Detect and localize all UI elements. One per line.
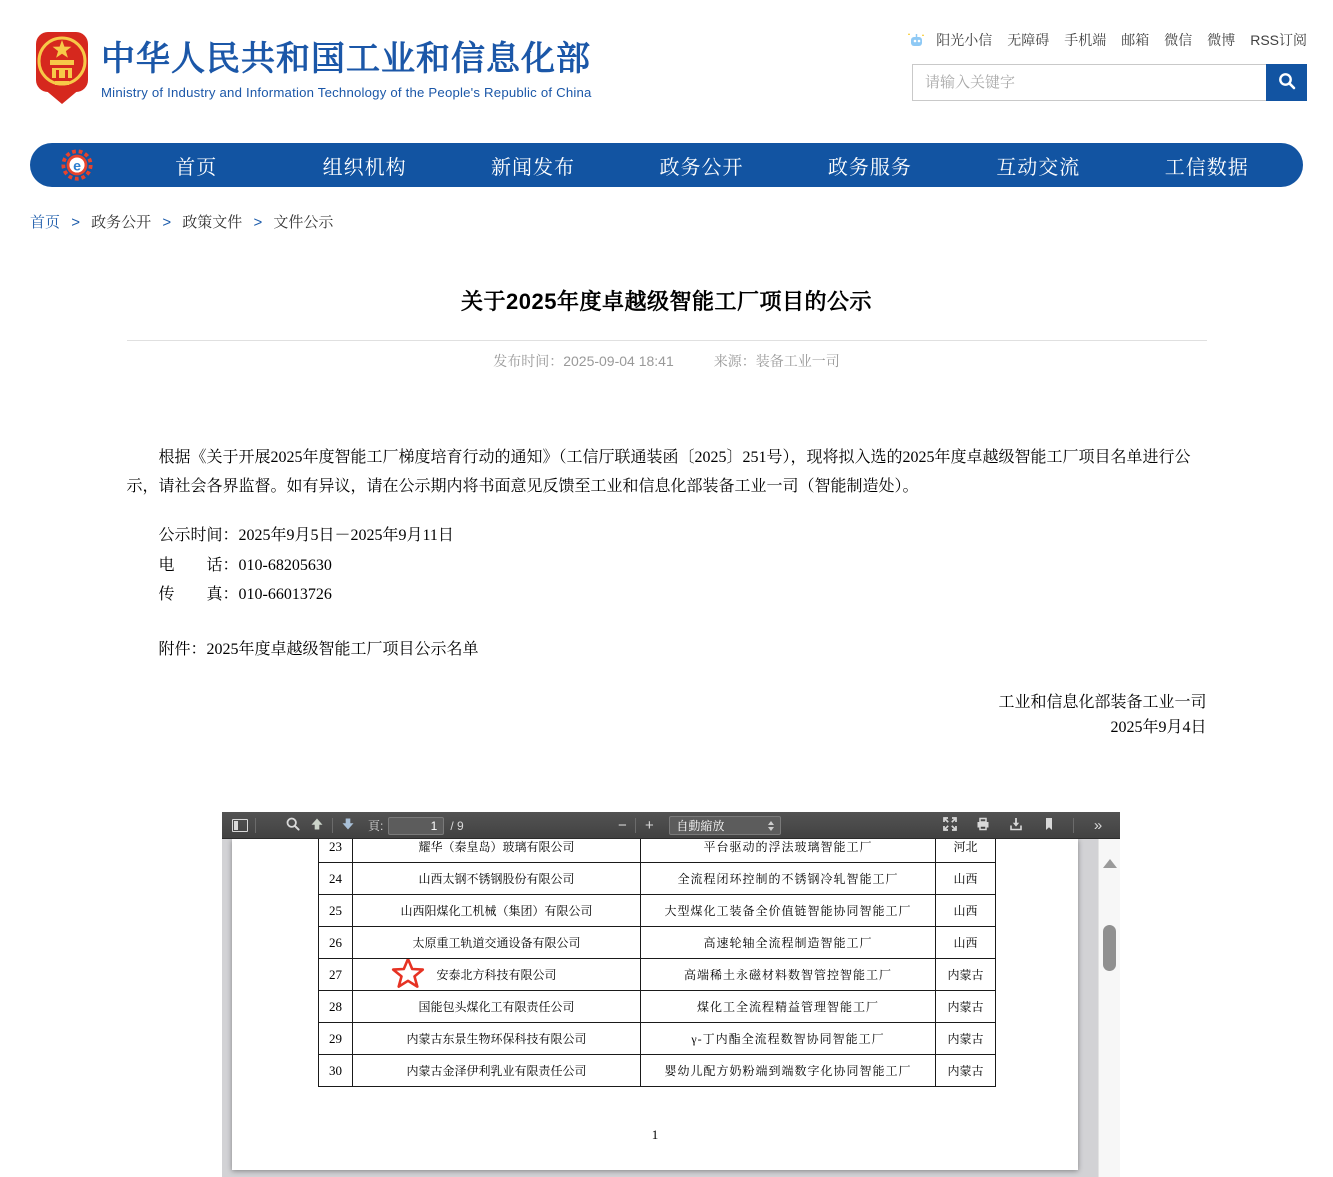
row-company: 太原重工轨道交通设备有限公司 [353,927,641,959]
bookmark-icon [1041,816,1057,835]
row-project: 大型煤化工装备全价值链智能协同智能工厂 [641,895,936,927]
site-subtitle: Ministry of Industry and Information Technology of the People's Republic of China [101,84,592,100]
bookmark-button[interactable] [1037,815,1061,837]
link-mailbox[interactable]: 邮箱 [1121,32,1150,48]
link-rss[interactable]: RSS订阅 [1250,32,1307,48]
find-button[interactable] [281,815,305,837]
article [127,285,1207,737]
national-emblem-icon [33,30,91,111]
row-company: 耀华（秦皇岛）玻璃有限公司 [353,839,641,863]
page-down-icon [340,816,356,835]
row-province: 山西 [936,863,996,895]
breadcrumb-separator: > [253,214,263,231]
zoom-in-button[interactable]: + [644,817,654,834]
row-province: 内蒙古 [936,1055,996,1087]
row-no: 28 [319,991,353,1023]
print-icon [975,816,991,835]
row-project: 全流程闭环控制的不锈钢冷轧智能工厂 [641,863,936,895]
row-no: 23 [319,839,353,863]
row-no: 30 [319,1055,353,1087]
presentation-mode-button[interactable] [938,815,962,837]
row-province: 河北 [936,839,996,863]
nav-item-home[interactable]: 首页 [175,156,218,179]
breadcrumb-gov-disclosure[interactable]: 政务公开 [91,214,152,231]
search-icon [1277,71,1297,94]
pdf-body [222,839,1120,1177]
nav-item-gov-disclosure[interactable]: 政务公开 [659,156,744,179]
table-row [319,895,996,927]
signature-department: 工业和信息化部装备工业一司 [998,693,1207,711]
source-value: 装备工业一司 [755,353,840,369]
fullscreen-icon [942,816,958,835]
breadcrumb [30,211,1333,231]
page-number-input[interactable] [388,817,444,835]
page-down-button[interactable] [336,815,360,837]
toolbar-separator [1073,818,1074,833]
row-no: 24 [319,863,353,895]
scrollbar-thumb[interactable] [1103,925,1116,971]
link-weibo[interactable]: 微博 [1207,32,1236,48]
site-header [0,0,1333,143]
pdf-page [232,839,1078,1170]
link-accessibility[interactable]: 无障碍 [1007,32,1050,48]
publish-time-label: 发布时间： [493,353,564,369]
row-company: 国能包头煤化工有限责任公司 [353,991,641,1023]
red-star-annotation-icon [391,959,425,991]
row-no: 25 [319,895,353,927]
toolbar-separator [255,818,256,833]
pdf-viewer [222,812,1120,1177]
public-period-line: 公示时间：2025年9月5日－2025年9月11日 [158,527,454,544]
table-row [319,839,996,863]
breadcrumb-policy-files[interactable]: 政策文件 [182,214,243,231]
row-company [353,959,641,991]
row-no: 27 [319,959,353,991]
scrollbar-up-arrow-icon[interactable] [1103,859,1117,868]
phone-line: 电 话：010-68205630 [158,556,332,574]
sidebar-toggle-button[interactable] [228,815,252,837]
row-province: 内蒙古 [936,1023,996,1055]
row-province: 山西 [936,927,996,959]
row-province: 山西 [936,895,996,927]
pdf-scrollbar[interactable] [1098,839,1120,1177]
svg-text:e: e [73,158,81,175]
link-sunshine-assistant[interactable]: 阳光小信 [936,32,993,48]
source-label: 来源： [713,353,756,369]
miit-gear-logo-icon [42,148,112,182]
nav-item-interaction[interactable]: 互动交流 [996,156,1081,179]
breadcrumb-file-publicity[interactable]: 文件公示 [273,214,334,231]
breadcrumb-home[interactable]: 首页 [30,214,61,231]
nav-item-news[interactable]: 新闻发布 [491,156,576,179]
publish-info [127,351,1207,371]
row-province: 内蒙古 [936,959,996,991]
zoom-out-button[interactable]: − [617,817,627,834]
row-company-text: 安泰北方科技有限公司 [436,968,557,982]
fax-line: 传 真：010-66013726 [158,586,332,603]
select-spinner-icon [768,821,774,831]
row-no: 29 [319,1023,353,1055]
row-project: 煤化工全流程精益管理智能工厂 [641,991,936,1023]
toolbar-separator [332,818,333,833]
sidebar-toggle-icon [232,819,248,832]
pdf-toolbar [222,812,1120,839]
row-project: 高速轮轴全流程制造智能工厂 [641,927,936,959]
page-label: 頁: [368,819,384,833]
link-wechat[interactable]: 微信 [1164,32,1193,48]
row-company: 内蒙古东景生物环保科技有限公司 [353,1023,641,1055]
nav-item-miit-data[interactable]: 工信数据 [1164,156,1249,179]
table-row-starred [319,959,996,991]
publish-time: 2025-09-04 18:41 [563,353,674,369]
toolbar-separator [635,818,636,833]
table-row [319,1023,996,1055]
row-project: 婴幼儿配方奶粉端到端数字化协同智能工厂 [641,1055,936,1087]
row-project: 高端稀土永磁材料数智管控智能工厂 [641,959,936,991]
page-up-icon [309,816,325,835]
pdf-page-number: 1 [651,1127,659,1142]
quick-links [907,30,1307,50]
nav-item-gov-services[interactable]: 政务服务 [827,156,912,179]
page-total: / 9 [450,818,464,833]
site-title: 中华人民共和国工业和信息化部 [101,40,591,79]
toolbar-right-group [938,815,1114,837]
article-title: 关于2025年度卓越级智能工厂项目的公示 [461,289,872,314]
breadcrumb-separator: > [71,214,80,231]
find-search-icon [285,816,301,835]
breadcrumb-separator: > [162,214,172,231]
article-paragraph: 根据《关于开展2025年度智能工厂梯度培育行动的通知》（工信厅联通装函〔2025〕251号），现将拟入选的2025年度卓越级智能工厂项目名单进行公示，请社会各界监督。如有异议，请在公示期内将书面意见反馈至工业和信息化部装备工业一司（智能制造处）。 [126,449,1191,495]
table-row [319,1055,996,1087]
row-company: 内蒙古金泽伊利乳业有限责任公司 [353,1055,641,1087]
table-row [319,991,996,1023]
row-project: γ-丁内酯全流程数智协同智能工厂 [641,1023,936,1055]
attachment-label: 附件： [158,640,207,658]
attachment-line [127,636,1207,659]
assistant-robot-icon [907,31,925,49]
zoom-mode-select[interactable] [669,816,781,835]
signature-date: 2025年9月4日 [1110,718,1207,736]
download-icon [1008,816,1024,835]
row-no: 26 [319,927,353,959]
main-nav [30,143,1303,187]
table-row [319,927,996,959]
table-row [319,863,996,895]
site-logo-link[interactable] [33,30,592,111]
title-divider [127,340,1207,341]
print-button[interactable] [971,815,995,837]
zoom-mode-value: 自動縮放 [676,819,725,833]
project-table [318,839,996,1087]
search-input[interactable] [912,64,1266,101]
row-company: 山西阳煤化工机械（集团）有限公司 [353,895,641,927]
search-box [912,64,1307,101]
attachment-link[interactable]: 2025年度卓越级智能工厂项目公示名单 [206,640,479,658]
nav-item-organization[interactable]: 组织机构 [322,156,407,179]
link-mobile[interactable]: 手机端 [1064,32,1107,48]
search-button[interactable] [1266,64,1307,101]
row-project: 平台驱动的浮法玻璃智能工厂 [641,839,936,863]
page-up-button[interactable] [305,815,329,837]
more-tools-button[interactable]: » [1093,817,1103,834]
row-company: 山西太钢不锈钢股份有限公司 [353,863,641,895]
row-province: 内蒙古 [936,991,996,1023]
download-button[interactable] [1004,815,1028,837]
